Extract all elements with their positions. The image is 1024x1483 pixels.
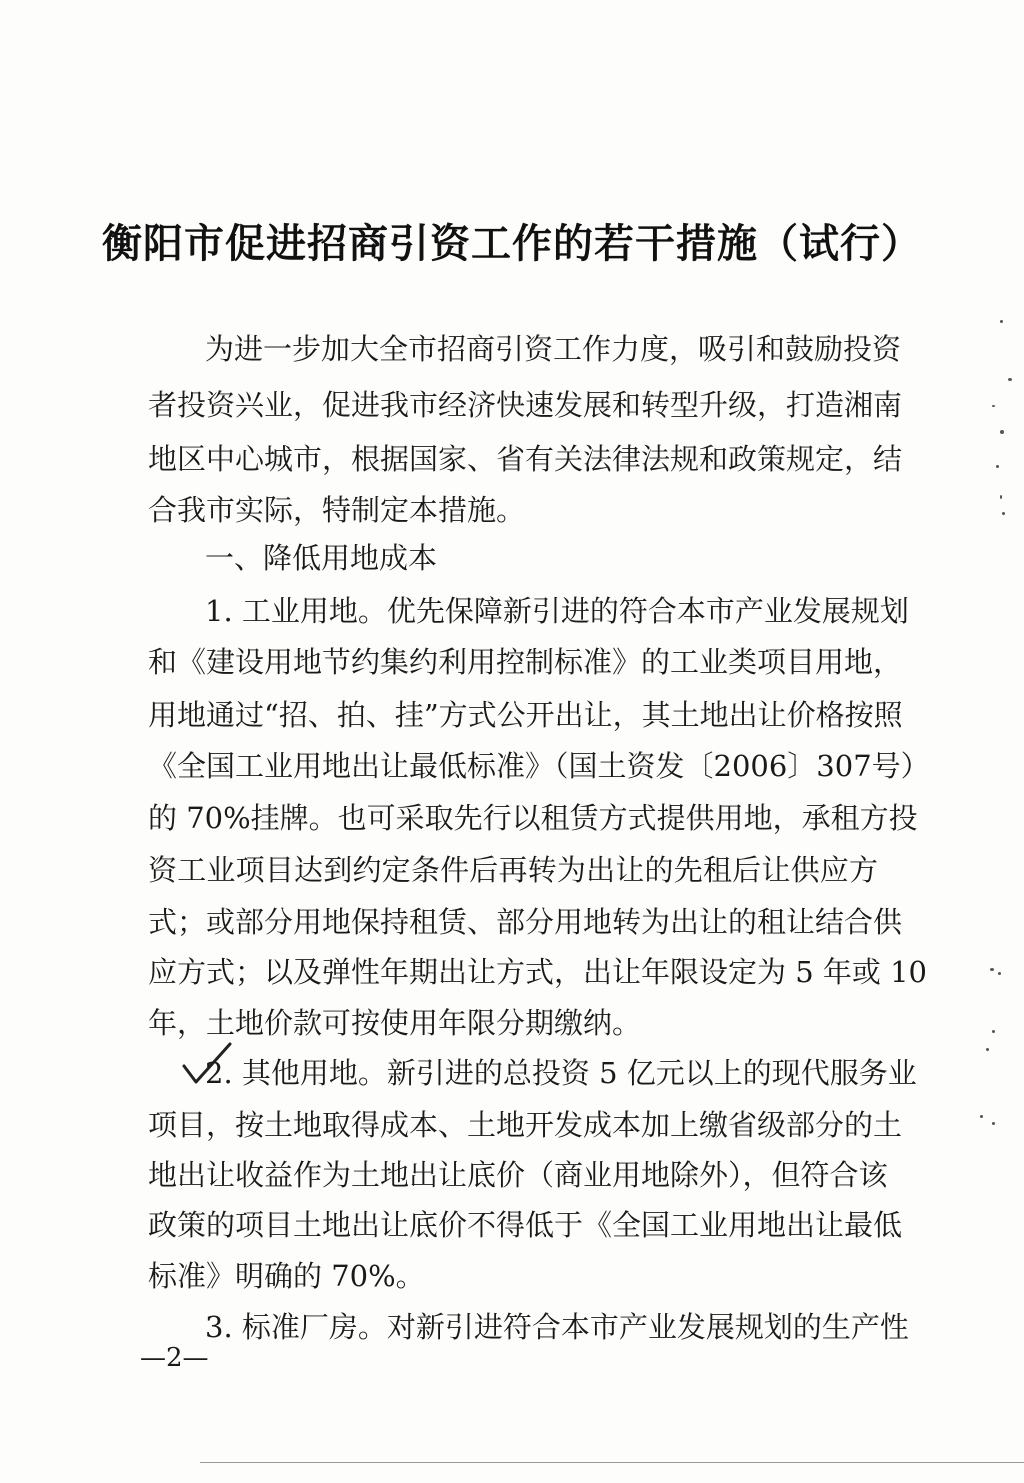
- item1-line-3: 用地通过“招、拍、挂”方式公开出让，其土地出让价格按照: [148, 698, 903, 732]
- item1-line-2: 和《建设用地节约集约利用控制标准》的工业类项目用地，: [148, 645, 903, 679]
- scan-speck: [986, 1048, 989, 1051]
- item1-line-6: 资工业项目达到约定条件后再转为出让的先租后让供应方: [148, 853, 878, 887]
- item2-line-4: 政策的项目土地出让底价不得低于《全国工业用地出让最低: [148, 1208, 903, 1242]
- item1-line-5: 的 70%挂牌。也可采取先行以租赁方式提供用地，承租方投: [148, 801, 918, 835]
- item2-line-5: 标准》明确的 70%。: [148, 1259, 425, 1293]
- section-heading: 一、降低用地成本: [205, 541, 438, 575]
- item2-line-1: 2. 其他用地。新引进的总投资 5 亿元以上的现代服务业: [205, 1056, 917, 1090]
- scan-speck: [996, 465, 999, 468]
- item1-line-1: 1. 工业用地。优先保障新引进的符合本市产业发展规划: [205, 594, 909, 628]
- scan-edge-line: [200, 1462, 1024, 1463]
- item2-line-2: 项目，按土地取得成本、土地开发成本加上缴省级部分的土: [148, 1108, 903, 1142]
- scan-speck: [1000, 495, 1002, 499]
- scan-speck: [992, 1122, 995, 1125]
- scan-speck: [980, 1115, 983, 1118]
- scan-speck: [990, 968, 994, 971]
- page-number: —2—: [140, 1343, 209, 1373]
- intro-line-3: 地区中心城市，根据国家、省有关法律法规和政策规定，结: [148, 442, 903, 476]
- item1-line-4: 《全国工业用地出让最低标准》（国土资发〔2006〕307号）: [148, 749, 930, 783]
- item1-line-7: 式；或部分用地保持租赁、部分用地转为出让的租让结合供: [148, 905, 903, 939]
- item1-line-9: 年，土地价款可按使用年限分期缴纳。: [148, 1006, 642, 1040]
- item2-line-3: 地出让收益作为土地出让底价（商业用地除外），但符合该: [148, 1158, 888, 1192]
- scan-speck: [992, 405, 995, 407]
- scan-speck: [1000, 430, 1004, 434]
- scan-speck: [992, 1030, 995, 1033]
- scan-speck: [1000, 320, 1003, 323]
- document-title: 衡阳市促进招商引资工作的若干措施（试行）: [102, 221, 922, 267]
- intro-line-1: 为进一步加大全市招商引资工作力度，吸引和鼓励投资: [205, 332, 902, 366]
- item1-line-8: 应方式；以及弹性年期出让方式，出让年限设定为 5 年或 10: [148, 955, 928, 989]
- scan-speck: [998, 972, 1001, 975]
- scan-speck: [1008, 378, 1012, 381]
- intro-line-2: 者投资兴业，促进我市经济快速发展和转型升级，打造湘南: [148, 388, 903, 422]
- intro-line-4: 合我市实际，特制定本措施。: [148, 493, 526, 527]
- scan-speck: [1002, 512, 1005, 515]
- item3-line-1: 3. 标准厂房。对新引进符合本市产业发展规划的生产性: [205, 1310, 909, 1344]
